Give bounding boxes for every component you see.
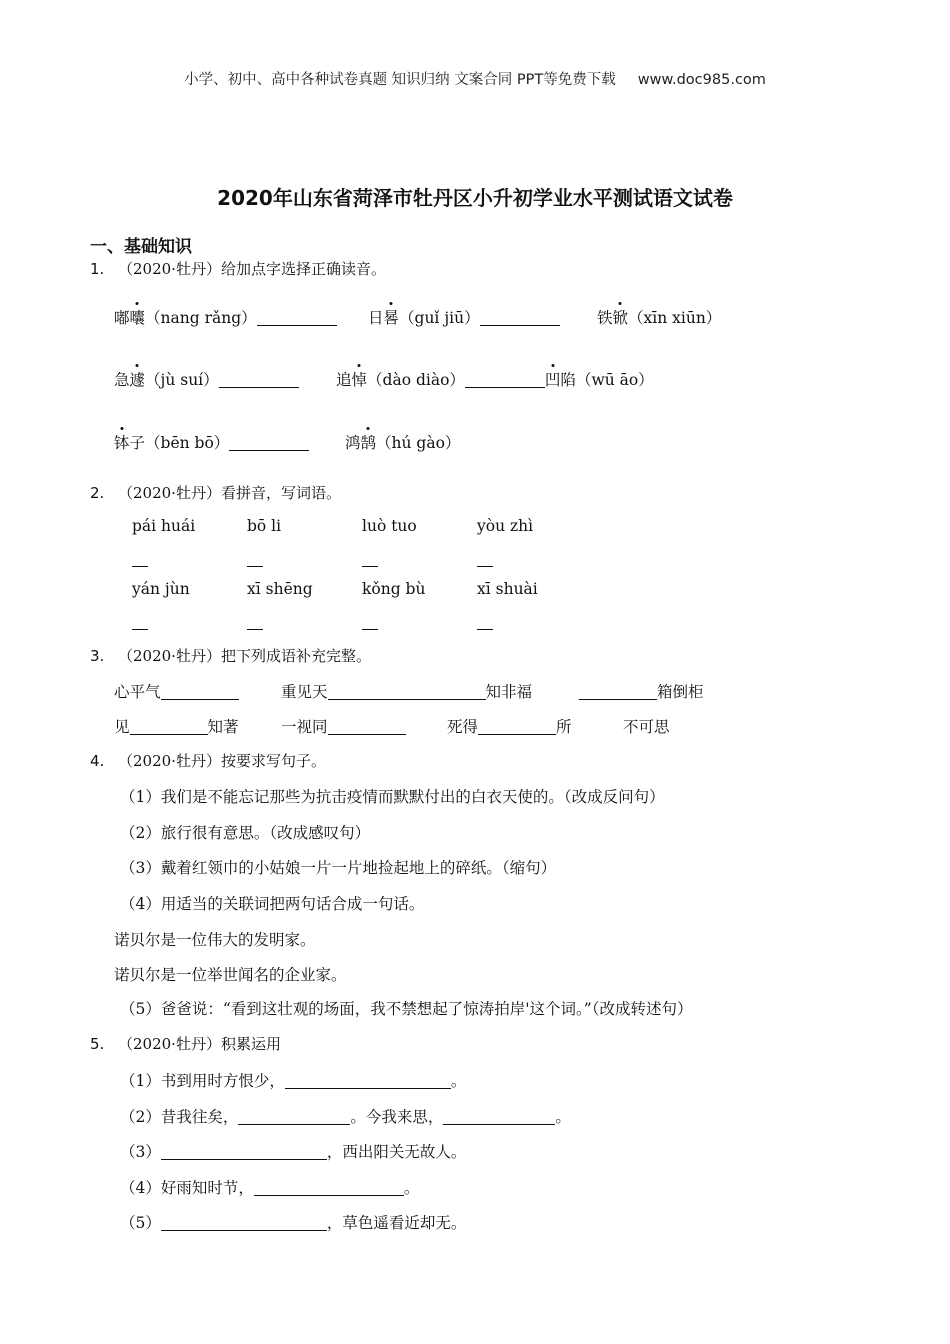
answer-blank[interactable]: [477, 615, 493, 634]
q1-item: 铁锨（xīn xiūn）: [597, 306, 721, 328]
pinyin-word: xī shēng: [247, 580, 313, 598]
idiom-item: 重见天 知非福: [281, 683, 533, 701]
question-number: 1.: [90, 260, 105, 278]
sentence-line: 诺贝尔是一位举世闻名的企业家。: [114, 966, 347, 984]
q1-item: 日晷（guǐ jiū）: [368, 306, 560, 328]
idiom-item: 箱倒柜: [579, 680, 704, 702]
answer-blank[interactable]: [161, 1144, 327, 1161]
answer-blank[interactable]: [285, 1073, 451, 1090]
page-title: 2020年山东省菏泽市牡丹区小升初学业水平测试语文试卷: [217, 186, 733, 210]
question-2-stem: 2. （2020·牡丹）看拼音，写词语。: [90, 484, 341, 502]
sentence-line: 诺贝尔是一位伟大的发明家。: [114, 931, 316, 949]
section-heading: 一、基础知识: [90, 237, 192, 257]
answer-blank[interactable]: [219, 372, 299, 389]
answer-blank[interactable]: [257, 310, 337, 327]
answer-blank[interactable]: [362, 552, 378, 571]
answer-blank[interactable]: [480, 310, 560, 327]
answer-blank[interactable]: [132, 552, 148, 571]
answer-blank[interactable]: [443, 1109, 555, 1126]
idiom-item: 见 知著: [114, 718, 239, 736]
answer-blank[interactable]: [161, 684, 239, 701]
q1-item: 追悼（dào diào） 凹陷（wū āo）: [336, 368, 654, 390]
pinyin-word: kǒng bù: [362, 580, 426, 598]
idiom-item: 心平气: [114, 680, 239, 702]
pinyin-word: yòu zhì: [477, 517, 534, 535]
sentence-task: （2）旅行很有意思。（改成感叹句）: [120, 824, 371, 842]
header-text: 小学、初中、高中各种试卷真题 知识归纳 文案合同 PPT等免费下载: [184, 72, 616, 88]
question-3-stem: 3. （2020·牡丹）把下列成语补充完整。: [90, 647, 371, 665]
answer-blank[interactable]: [254, 1180, 404, 1197]
sentence-task: （4）用适当的关联词把两句话合成一句话。: [120, 895, 425, 913]
answer-blank[interactable]: [328, 719, 406, 736]
answer-blank[interactable]: [579, 684, 657, 701]
question-5-stem: 5. （2020·牡丹）积累运用: [90, 1035, 281, 1053]
poem-line: （2）昔我往矣， 。今我来思， 。: [120, 1108, 571, 1126]
header-site: www.doc985.com: [637, 72, 766, 88]
q1-item: 钵子（bēn bō）: [114, 431, 309, 453]
question-4-stem: 4. （2020·牡丹）按要求写句子。: [90, 752, 326, 770]
poem-line: （4）好雨知时节， 。: [120, 1179, 420, 1197]
sentence-task: （3）戴着红领巾的小姑娘一片一片地捡起地上的碎纸。（缩句）: [120, 859, 557, 877]
answer-blank[interactable]: [229, 435, 309, 452]
answer-blank[interactable]: [130, 719, 208, 736]
answer-blank[interactable]: [238, 1109, 350, 1126]
poem-line: （3） ，西出阳关无故人。: [120, 1143, 467, 1161]
q1-item: 急遽（jù suí）: [114, 368, 299, 390]
answer-blank[interactable]: [247, 615, 263, 634]
idiom-item: 不可思: [623, 718, 670, 736]
pinyin-word: luò tuo: [362, 517, 417, 535]
answer-blank[interactable]: [328, 684, 486, 701]
answer-blank[interactable]: [161, 1215, 327, 1232]
poem-line: （1）书到用时方恨少， 。: [120, 1072, 467, 1090]
answer-blank[interactable]: [362, 615, 378, 634]
idiom-item: 一视同: [281, 715, 406, 737]
q1-item: 鸿鹄（hú gào）: [345, 431, 460, 453]
sentence-task: （5）爸爸说：“看到这壮观的场面，我不禁想起了惊涛拍岸'这个词。”（改成转述句）: [120, 1000, 693, 1018]
pinyin-word: bō li: [247, 517, 282, 535]
sentence-task: （1）我们是不能忘记那些为抗击疫情而默默付出的白衣天使的。（改成反问句）: [120, 788, 665, 806]
page-header: [0, 68, 950, 89]
pinyin-word: pái huái: [132, 517, 196, 535]
answer-blank[interactable]: [477, 552, 493, 571]
pinyin-word: xī shuài: [477, 580, 538, 598]
poem-line: （5） ，草色遥看近却无。: [120, 1214, 467, 1232]
answer-blank[interactable]: [132, 615, 148, 634]
question-1-stem: [90, 258, 386, 279]
pinyin-word: yán jùn: [132, 580, 190, 598]
idiom-item: 死得 所: [447, 718, 572, 736]
q1-item: 嘟囔（nang rǎng）: [114, 306, 337, 328]
answer-blank[interactable]: [478, 719, 556, 736]
answer-blank[interactable]: [247, 552, 263, 571]
answer-blank[interactable]: [465, 372, 545, 389]
question-stem: （2020·牡丹）给加点字选择正确读音。: [118, 260, 386, 278]
